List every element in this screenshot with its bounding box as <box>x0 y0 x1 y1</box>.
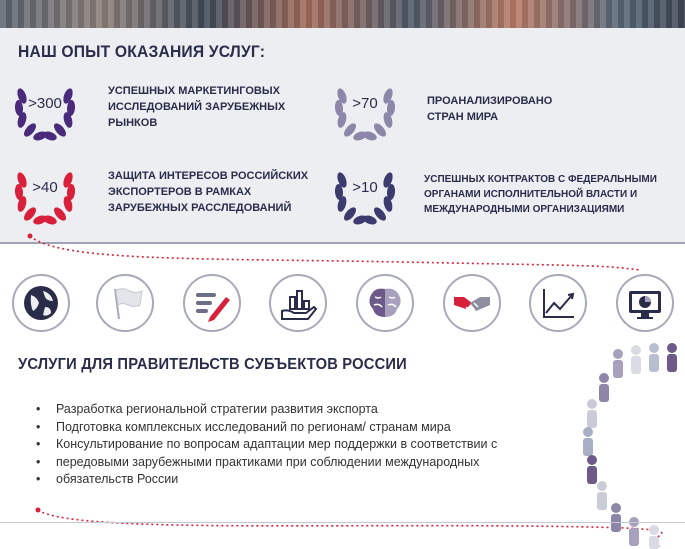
experience-title: НАШ ОПЫТ ОКАЗАНИЯ УСЛУГ: <box>18 42 266 61</box>
header-photo-banner <box>0 0 685 28</box>
stat-description: УСПЕШНЫХ МАРКЕТИНГОВЫХ ИССЛЕДОВАНИЙ ЗАРУБЕЖНЫХ РЫНКОВ <box>108 85 286 129</box>
list-item-continuation: • передовыми зарубежными практиками при соблюдении международных <box>36 454 596 472</box>
flag-icon <box>96 274 154 332</box>
stat-value: >300 <box>28 95 62 112</box>
service-icons-row <box>0 274 685 334</box>
list-item: • Консультирование по вопросам адаптации мер поддержки в соответствии с <box>36 436 596 454</box>
list-item: • Разработка региональной стратегии развития экспорта <box>36 401 596 419</box>
monitor-pie-chart-icon <box>616 274 674 332</box>
brain-icon <box>356 274 414 332</box>
services-title: УСЛУГИ ДЛЯ ПРАВИТЕЛЬСТВ СУБЪЕКТОВ РОССИИ <box>18 356 407 373</box>
pencil-document-icon <box>183 274 241 332</box>
hand-chart-icon <box>269 274 327 332</box>
line-chart-icon <box>529 274 587 332</box>
stat-description: ПРОАНАЛИЗИРОВАНО СТРАН МИРА <box>427 95 553 123</box>
services-list <box>36 401 596 489</box>
globe-icon <box>12 274 70 332</box>
stat-value: >40 <box>32 179 58 196</box>
stat-value: >70 <box>352 95 378 112</box>
list-item: • Подготовка комплексных исследований по регионам/ странам мира <box>36 419 596 437</box>
list-item-continuation: • обязательств России <box>36 471 596 489</box>
stat-description: УСПЕШНЫХ КОНТРАКТОВ С ФЕДЕРАЛЬНЫМИ ОРГАНАМИ ИСПОЛНИТЕЛЬНОЙ ВЛАСТИ И МЕЖДУНАРОДНЫМИ ОРГАНИЗАЦИЯМИ <box>424 174 657 215</box>
stat-value: >10 <box>352 179 378 196</box>
people-circle-illustration <box>578 340 685 549</box>
stat-description: ЗАЩИТА ИНТЕРЕСОВ РОССИЙСКИХ ЭКСПОРТЕРОВ В РАМКАХ ЗАРУБЕЖНЫХ РАССЛЕДОВАНИЙ <box>108 170 309 214</box>
handshake-icon <box>443 274 501 332</box>
bottom-divider <box>0 522 685 523</box>
section-divider <box>0 242 685 244</box>
